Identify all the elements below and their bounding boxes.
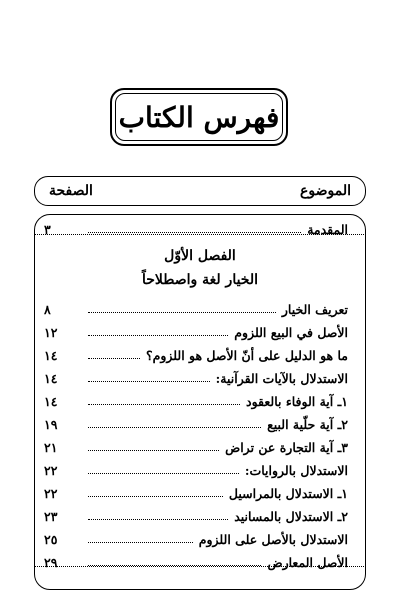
column-header-bar [34,176,366,206]
toc-page-number: ٨ [44,301,51,317]
toc-topic: المقدمة [307,221,348,237]
chapter-number: الفصل الأوّل [164,248,236,264]
toc-row [44,505,348,527]
toc-row [44,413,348,435]
toc-topic: ١ـ الاستدلال بالمراسيل [228,485,348,501]
toc-page-number: ١٩ [44,416,58,432]
toc-page-number: ١٤ [44,370,58,386]
toc-topic: الأصل في البيع اللزوم [234,324,348,340]
dot-leader [66,298,282,320]
toc-row-intro [44,218,348,240]
dot-leader [66,390,246,412]
toc-page-number: ١٢ [44,324,58,340]
toc-page-number: ٢٣ [44,508,58,524]
toc-row [44,298,348,320]
bottom-divider [34,566,366,567]
dot-leader [66,344,146,366]
dot-leader [66,413,267,435]
topic-column-label: الموضوع [300,183,351,199]
toc-topic: الاستدلال بالآيات القرآنية: [215,370,348,386]
intro-divider [34,234,366,235]
dot-leader [66,459,245,481]
toc-topic: ٣ـ آية التجارة عن تراض [225,439,348,455]
toc-row [44,436,348,458]
toc-page-number: ٢١ [44,439,58,455]
title-frame [110,88,288,146]
dot-leader [66,528,199,550]
toc-page-number: ٢٢ [44,462,58,478]
toc-page-number: ٢٥ [44,531,58,547]
toc-topic: ما هو الدليل على أنّ الأصل هو اللزوم؟ [145,347,348,363]
toc-row [44,390,348,412]
page-column-label: الصفحة [49,183,93,199]
toc-row [44,551,348,573]
toc-page-number: ٢٩ [44,554,58,570]
toc-topic: الاستدلال بالأصل على اللزوم [198,531,348,547]
toc-topic: الأصل المعارض [267,554,348,570]
toc-row [44,344,348,366]
toc-row [44,321,348,343]
toc-topic: ٢ـ الاستدلال بالمسانيد [234,508,348,524]
toc-topic: ٢ـ آية حلّية البيع [267,416,348,432]
toc-row [44,482,348,504]
dot-leader [66,551,267,573]
toc-page-number: ٣ [44,221,51,237]
dot-leader [66,482,229,504]
toc-page-number: ١٤ [44,347,58,363]
dot-leader [66,321,234,343]
toc-row [44,367,348,389]
toc-page-number: ٢٢ [44,485,58,501]
toc-topic: ١ـ آية الوفاء بالعقود [246,393,348,409]
dot-leader [66,436,225,458]
toc-topic: الاستدلال بالروايات: [244,462,348,478]
toc-row [44,459,348,481]
toc-row [44,528,348,550]
dot-leader [66,218,307,240]
toc-topic: تعريف الخيار [281,301,348,317]
toc-page-number: ١٤ [44,393,58,409]
dot-leader [66,505,234,527]
page-title: فهرس الكتاب [118,100,280,134]
dot-leader [66,367,216,389]
chapter-title: الخيار لغة واصطلاحاً [141,272,258,288]
